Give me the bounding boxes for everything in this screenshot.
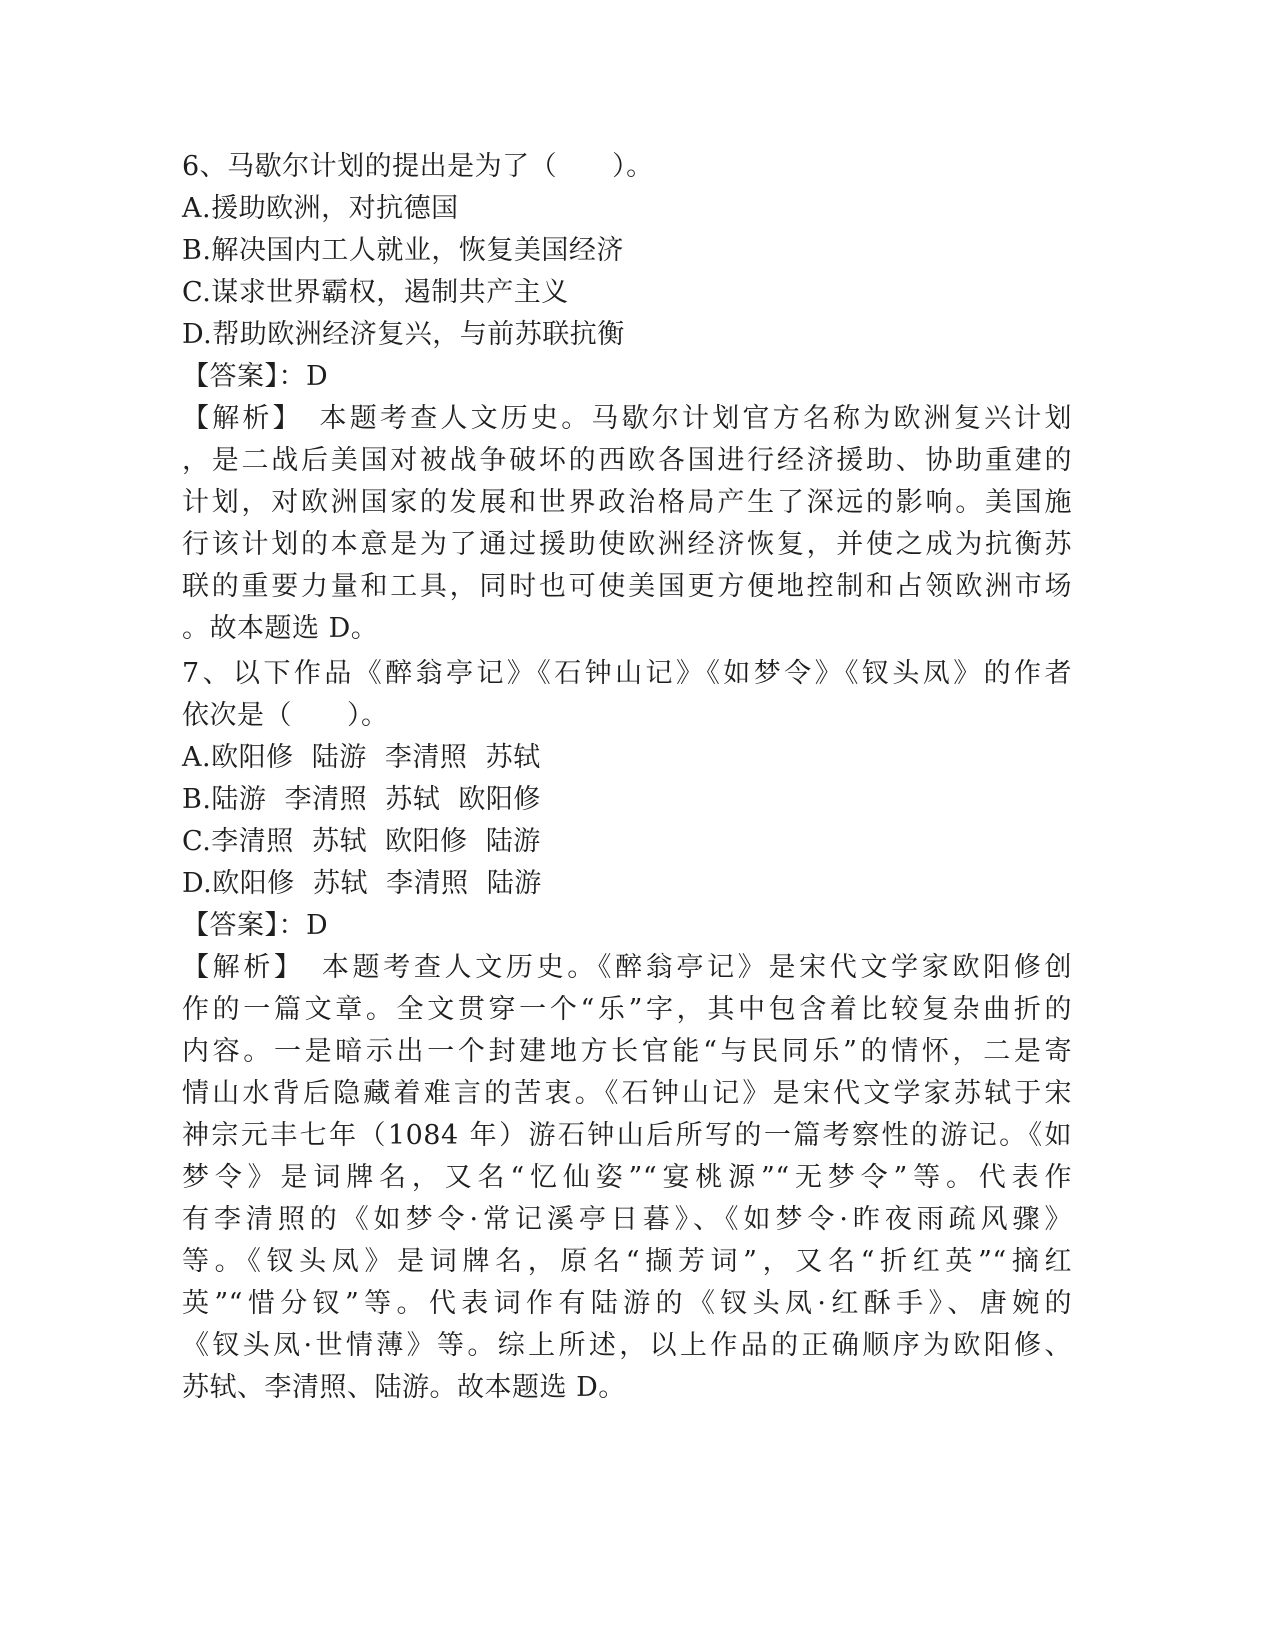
analysis-line: 。故本题选 D。	[182, 613, 379, 644]
analysis-line: 英”“惜分钗”等。代表词作有陆游的《钗头凤·红酥手》、唐婉的	[182, 1288, 1072, 1319]
analysis-line: 情山水背后隐藏着难言的苦衷。《石钟山记》是宋代文学家苏轼于宋	[182, 1078, 1072, 1109]
option-a: A.援助欧洲，对抗德国	[182, 193, 459, 224]
question-stem: 7、以下作品《醉翁亭记》《石钟山记》《如梦令》《钗头凤》的作者	[182, 658, 1072, 689]
analysis-line: 神宗元丰七年（1084 年）游石钟山后所写的一篇考察性的游记。《如	[182, 1120, 1072, 1151]
analysis-line: 计划，对欧洲国家的发展和世界政治格局产生了深远的影响。美国施	[182, 487, 1072, 518]
question-stem: 6、马歇尔计划的提出是为了（ ）。	[182, 151, 654, 182]
analysis-paragraph	[182, 947, 1072, 1409]
analysis-line: 梦令》是词牌名，又名“忆仙姿”“宴桃源”“无梦令”等。代表作	[182, 1162, 1072, 1193]
analysis-line: 作的一篇文章。全文贯穿一个“乐”字，其中包含着比较复杂曲折的	[182, 994, 1072, 1025]
option-b: B.陆游 李清照 苏轼 欧阳修	[182, 784, 541, 815]
analysis-line: 联的重要力量和工具，同时也可使美国更方便地控制和占领欧洲市场	[182, 571, 1072, 602]
answer-line: 【答案】：D	[182, 361, 329, 392]
analysis-line: 【解析】 本题考查人文历史。马歇尔计划官方名称为欧洲复兴计划	[182, 403, 1072, 434]
answer-line: 【答案】：D	[182, 910, 329, 941]
analysis-line: 苏轼、李清照、陆游。故本题选 D。	[182, 1372, 626, 1403]
analysis-line: ，是二战后美国对被战争破坏的西欧各国进行经济援助、协助重建的	[182, 445, 1072, 476]
option-c: C.李清照 苏轼 欧阳修 陆游	[182, 826, 541, 857]
analysis-line: 等。《钗头凤》是词牌名，原名“撷芳词”，又名“折红英”“摘红	[182, 1246, 1072, 1277]
option-d: D.帮助欧洲经济复兴，与前苏联抗衡	[182, 319, 625, 350]
analysis-line: 内容。一是暗示出一个封建地方长官能“与民同乐”的情怀，二是寄	[182, 1036, 1072, 1067]
analysis-line: 有李清照的《如梦令·常记溪亭日暮》、《如梦令·昨夜雨疏风骤》	[182, 1204, 1072, 1235]
option-d: D.欧阳修 苏轼 李清照 陆游	[182, 868, 542, 899]
analysis-paragraph	[182, 398, 1072, 650]
analysis-line: 行该计划的本意是为了通过援助使欧洲经济恢复，并使之成为抗衡苏	[182, 529, 1072, 560]
question-7	[182, 653, 1072, 1409]
option-c: C.谋求世界霸权，遏制共产主义	[182, 277, 569, 308]
question-stem: 依次是（ ）。	[182, 700, 389, 731]
analysis-line: 【解析】 本题考查人文历史。《醉翁亭记》是宋代文学家欧阳修创	[182, 952, 1072, 983]
option-b: B.解决国内工人就业，恢复美国经济	[182, 235, 624, 266]
option-a: A.欧阳修 陆游 李清照 苏轼	[182, 742, 541, 773]
question-6	[182, 146, 1072, 650]
analysis-line: 《钗头凤·世情薄》等。综上所述，以上作品的正确顺序为欧阳修、	[182, 1330, 1072, 1361]
